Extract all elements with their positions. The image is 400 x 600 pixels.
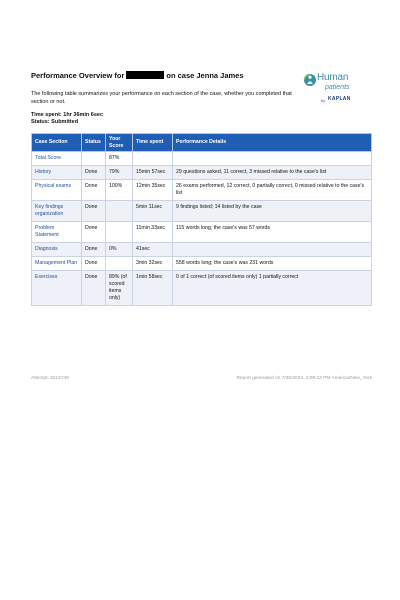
cell-score: 100% [106,180,133,201]
table-row [32,152,372,166]
title-prefix: Performance Overview for [31,71,125,80]
cell-details: 29 questions asked, 11 correct, 3 missed relative to the case's list [173,166,372,180]
redacted-name [126,71,164,79]
logo-brand-top: Human [317,72,349,83]
attempt-id: Attempt: 3219748 [31,376,69,381]
cell-status [82,152,106,166]
time-spent: Time spent: 1hr 36min 6sec [31,112,104,118]
cell-section: Total Score [32,152,82,166]
header-performance-details: Performance Details [173,134,372,152]
cell-details: 9 findings listed; 14 listed by the case [173,201,372,222]
cell-score [106,222,133,243]
cell-score: 79% [106,166,133,180]
status-text: Status: Submitted [31,119,79,125]
cell-time: 1min 58sec [133,271,173,306]
cell-status: Done [82,222,106,243]
cell-score: 0% [106,243,133,257]
intro-text: The following table summarizes your performance on each section of the case, whether you completed that section or not. [31,91,292,105]
cell-score [106,257,133,271]
table-row [32,166,372,180]
cell-status: Done [82,201,106,222]
cell-time: 5min 11sec [133,201,173,222]
cell-time: 11min 33sec [133,222,173,243]
header-your-score: Your Score [106,134,133,152]
cell-section: History [32,166,82,180]
cell-time: 12min 35sec [133,180,173,201]
table-header-row [32,134,372,152]
report-footer [31,376,372,381]
table-row [32,180,372,201]
cell-status: Done [82,180,106,201]
page-title [31,71,244,80]
table-row [32,257,372,271]
header-status: Status [82,134,106,152]
cell-section: Diagnosis [32,243,82,257]
cell-time: 41sec [133,243,173,257]
cell-time: 3min 32sec [133,257,173,271]
cell-details: 0 of 1 correct (of scored items only) 1 partially correct [173,271,372,306]
title-suffix: on case Jenna James [166,71,244,80]
cell-details: 26 exams performed, 12 correct, 0 partially correct, 0 missed relative to the case's list [173,180,372,201]
cell-details [173,152,372,166]
cell-section: Management Plan [32,257,82,271]
header-time-spent: Time spent [133,134,173,152]
cell-section: Physical exams [32,180,82,201]
cell-time [133,152,173,166]
table-row [32,271,372,306]
human-patients-logo [303,70,365,108]
cell-details [173,243,372,257]
header-case-section: Case Section [32,134,82,152]
table-row [32,201,372,222]
cell-details: 558 words long; the case's was 231 words [173,257,372,271]
cell-section: Key findings organization [32,201,82,222]
cell-status: Done [82,166,106,180]
cell-score: 87% [106,152,133,166]
report-meta [31,112,103,126]
cell-score: 89% (of scored items only) [106,271,133,306]
generated-timestamp: Report generated on 7/30/2024, 4:09:13 PM America/New_York [236,376,372,381]
cell-status: Done [82,271,106,306]
cell-score [106,201,133,222]
cell-status: Done [82,257,106,271]
table-row [32,222,372,243]
table-row [32,243,372,257]
cell-section: Problem Statement [32,222,82,243]
performance-table [31,133,372,306]
logo-brand-bottom: patients [325,84,350,91]
cell-details: 115 words long; the case's was 57 words [173,222,372,243]
logo-by: by [321,98,326,103]
cell-section: Exercises [32,271,82,306]
logo-mark-icon [303,73,317,87]
cell-status: Done [82,243,106,257]
logo-company: KAPLAN [328,96,351,102]
cell-time: 15min 57sec [133,166,173,180]
